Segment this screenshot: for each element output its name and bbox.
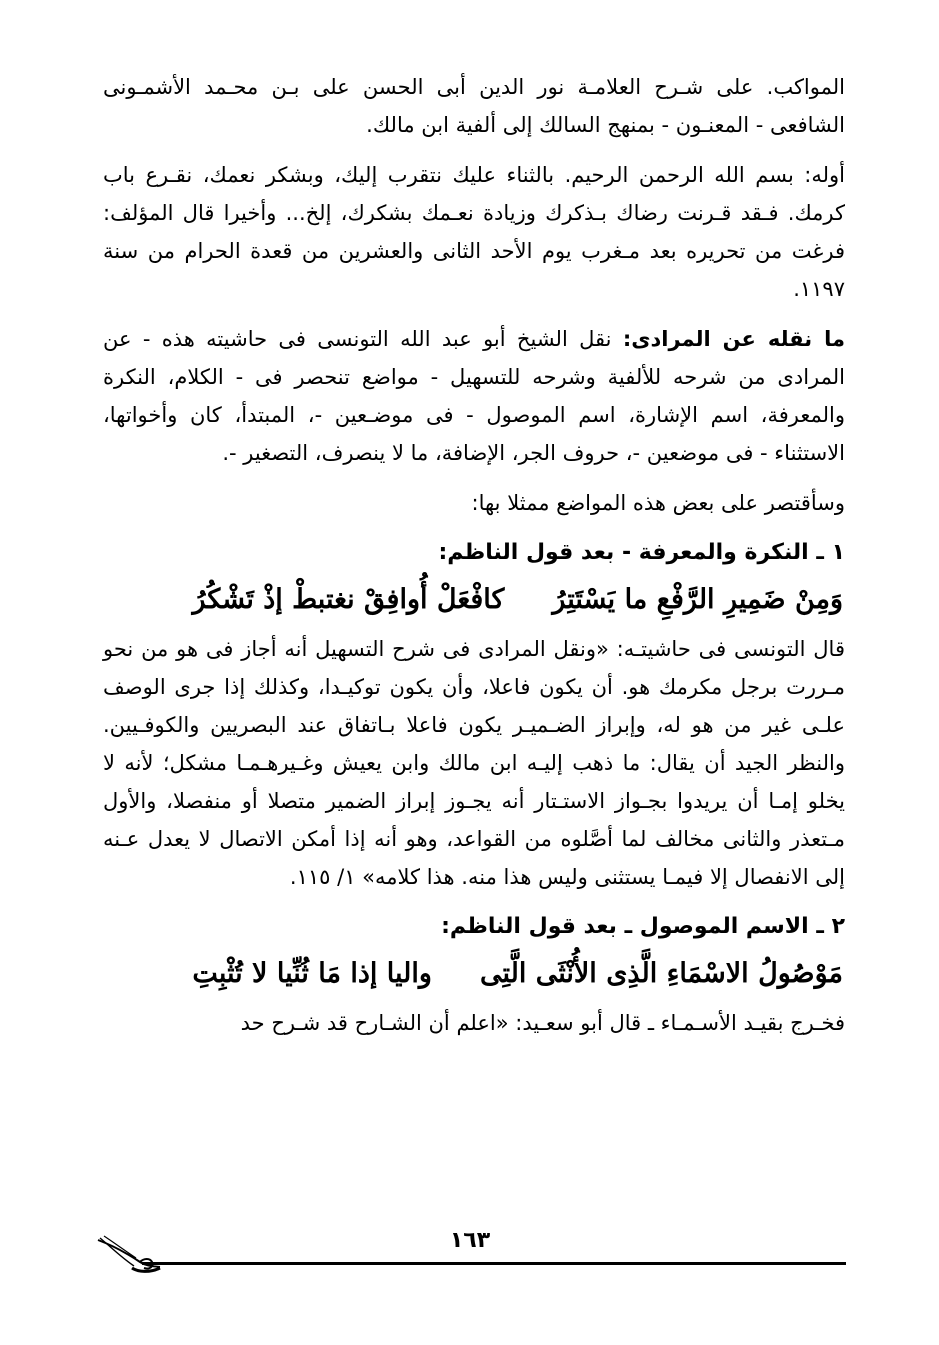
section-heading-nakira: ١ ـ النكرة والمعرفة - بعد قول الناظم:: [438, 540, 845, 565]
paragraph-continuation: فخـرج بقيـد الأسـمـاء ـ قال أبو سعـيد: «اعلم أن الشـارح قد شـرح حد: [240, 1011, 845, 1035]
verse-hemistich-second: كافْعَلْ أُوافِقْ نغتبطْ إذْ تَشْكُرُ: [192, 584, 505, 615]
paragraph-tunisi-commentary: قال التونسى فى حاشيتـه: «ونقل المرادى فى شرح التسهيل أنه أجاز فى هو من نحو مـررت برجل مكرمك هو. أن يكون فاعلا، وأن يكون توكيـدا، وكذلك إذا جرى الوصف علـى غير من هو له، وإبراز الضـميـر يكون فاعلا بـاتفاق عند البصريين والكوفـيين. والنظر الجيد أن يقال: ما ذهب إليـه ابن مالك وابن يعيش وغـيرهـمـا مشكل؛ لأنه لا يخلو إمـا أن يريدوا بجـواز الاستـتار أنه يجـوز إبراز الضمير متصلا أو منفصلا، والأول مـتعذر والثانى مخالف لما أصَّلوه من القواعد، وهو أنه إذا أمكن الاتصال لا يعدل عـنه إلى الانفصال إلا فيمـا يستثنى وليس هذا منه. هذا كلامه» ١/ ١١٥.: [103, 637, 845, 889]
paragraph-lead: ما نقله عن المرادى:: [622, 327, 845, 351]
verse-line-1: [143, 576, 845, 624]
footer-rule: [142, 1262, 846, 1265]
quill-ornament-icon: [94, 1228, 164, 1276]
page-footer: [94, 1228, 846, 1288]
page-body: [103, 68, 845, 1054]
section-heading-mawsul: ٢ ـ الاسم الموصول ـ بعد قول الناظم:: [441, 914, 845, 939]
paragraph-text: نقل الشيخ أبو عبد الله التونسى فى حاشيته هذه - عن المرادى من شرحه للألفية وشرحه للتسهيل - مواضع تنحصر فى - الكلام، النكرة والمعرفة، اسم الإشارة، اسم الموصول - فى موضـعين -، المبتدأ، كان وأخواتها، الاستثناء - فى موضعين -، حروف الجر، الإضافة، ما لا ينصرف، التصغير -.: [103, 327, 845, 465]
verse-hemistich-second: واليا إذا مَا ثُنِّيا لا تُثْبِتِ: [192, 958, 432, 989]
verse-line-2: [143, 950, 845, 998]
paragraph-manuscript-description: المواكب. على شـرح العلامـة نور الدين أبى الحسن على بـن محـمد الأشمـونى الشافعى - المعنـون - بمنهج السالك إلى ألفية ابن مالك.: [103, 75, 845, 137]
verse-hemistich-first: مَوْصُولُ الاسْمَاءِ الَّذِى الأُنْثَى الَّتِى: [479, 958, 843, 989]
paragraph-manuscript-opening: أوله: بسم الله الرحمن الرحيم. بالثناء عليك نتقرب إليك، وبشكر نعمك، نقـرع باب كرمك. فـقد قـرنت رضاك بـذكرك وزيادة نعـمك بشكرك، إلخ... وأخيرا قال المؤلف: فرغت من تحريره بعد مـغرب يوم الأحد الثانى والعشرين من قعدة الحرام من سنة ١١٩٧.: [103, 163, 845, 301]
verse-hemistich-first: وَمِنْ ضَمِيرِ الرَّفْعِ ما يَسْتَتِرُ: [552, 584, 843, 615]
paragraph-intro-examples: وسأقتصر على بعض هذه المواضع ممثلا بها:: [471, 491, 845, 515]
page-number: ١٦٣: [449, 1228, 491, 1253]
paragraph-muradi-quotes: [103, 320, 845, 472]
